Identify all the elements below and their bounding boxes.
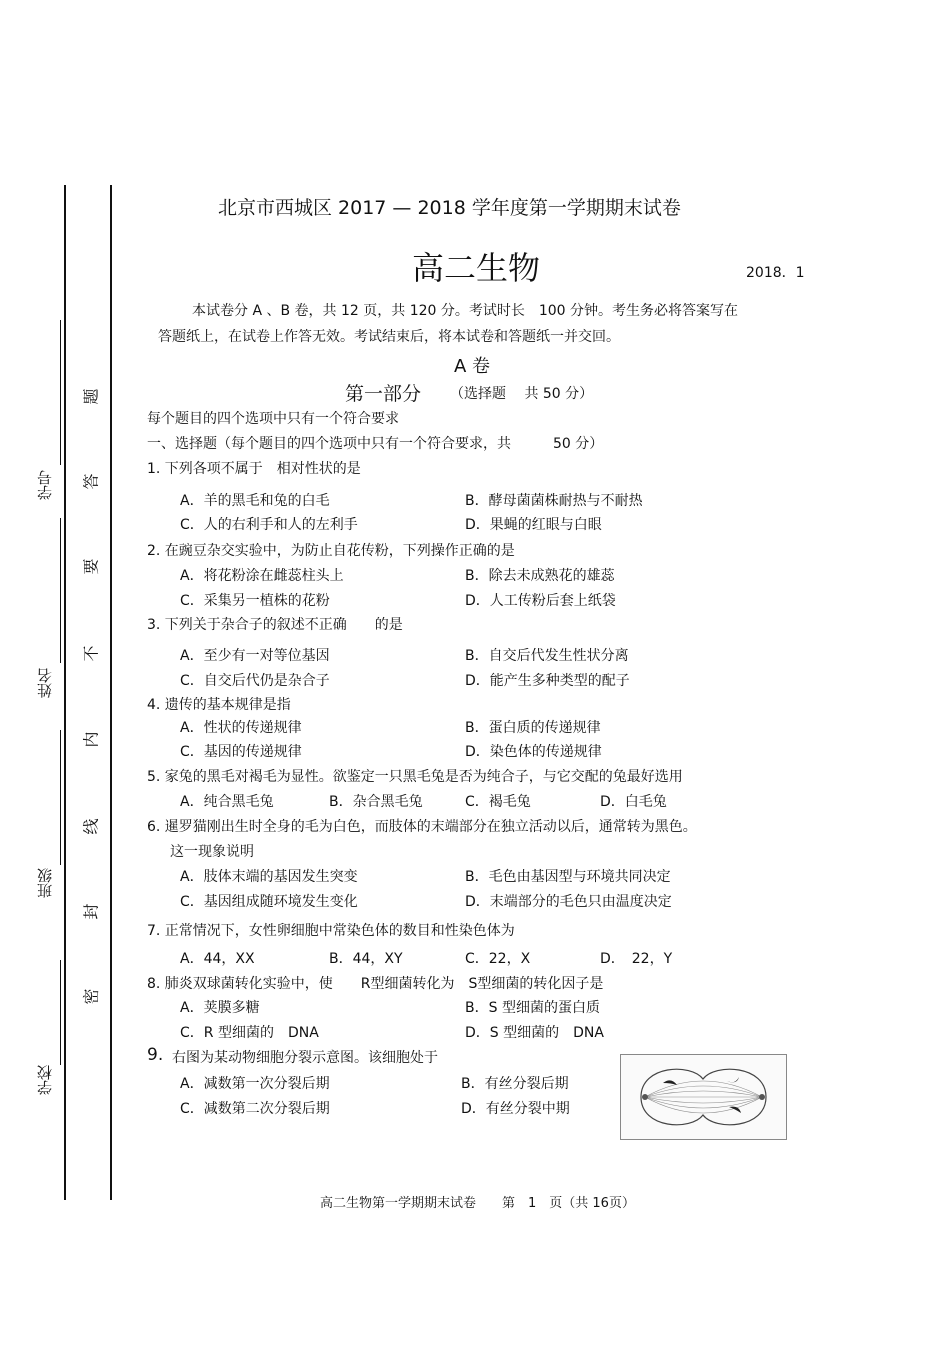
instructions-line2: 答题纸上，在试卷上作答无效。考试结束后，将本试卷和答题纸一并交回。 <box>158 329 620 345</box>
school-label: 学校 <box>36 1065 54 1095</box>
option-text: D．S 型细菌的 DNA <box>465 1025 604 1041</box>
seal-char: 线 <box>81 818 101 835</box>
option-text: B．酵母菌菌株耐热与不耐热 <box>465 493 643 509</box>
option-text: A．至少有一对等位基因 <box>180 648 330 664</box>
exam-date: 2018．1 <box>746 265 805 281</box>
class-blank <box>60 730 61 865</box>
student-id-label: 学号 <box>36 470 54 500</box>
option-text: A．羊的黑毛和兔的白毛 <box>180 493 330 509</box>
question-stem-cont: 这一现象说明 <box>170 844 254 860</box>
question-stem: 1. 下列各项不属于 相对性状的是 <box>147 461 361 477</box>
option-text: C．自交后代仍是杂合子 <box>180 673 330 689</box>
option-text: A．减数第一次分裂后期 <box>180 1076 330 1092</box>
school-blank <box>60 960 61 1065</box>
option-text: D．果蝇的红眼与白眼 <box>465 517 602 533</box>
section-heading: 一、选择题（每个题目的四个选项中只有一个符合要求，共 50 分） <box>147 436 604 452</box>
option-text: B．44，XY <box>329 951 403 967</box>
option-text: D．有丝分裂中期 <box>461 1101 570 1117</box>
exam-title: 北京市西城区 2017 — 2018 学年度第一学期期末试卷 <box>218 197 681 219</box>
student-id-blank <box>60 320 61 465</box>
instructions-line1: 本试卷分 A 、B 卷，共 12 页，共 120 分。考试时长 100 分钟。考生务必将答案写在 <box>192 303 739 319</box>
option-text: B．S 型细菌的蛋白质 <box>465 1000 600 1016</box>
class-label: 班级 <box>36 868 54 898</box>
option-text: D．染色体的传递规律 <box>465 744 602 760</box>
seal-char: 不 <box>81 645 101 662</box>
rule-text: 每个题目的四个选项中只有一个符合要求 <box>147 411 399 427</box>
option-text: A．肢体末端的基因发生突变 <box>180 869 358 885</box>
question-stem: 6. 暹罗猫刚出生时全身的毛为白色，而肢体的末端部分在独立活动以后，通常转为黑色。 <box>147 819 697 835</box>
part-note: （选择题 共 50 分） <box>450 386 594 402</box>
seal-char: 答 <box>81 473 101 490</box>
option-text: C．人的右利手和人的左利手 <box>180 517 358 533</box>
cell-diagram <box>621 1055 786 1139</box>
binding-line-right <box>110 185 112 1200</box>
option-text: A．性状的传递规律 <box>180 720 302 736</box>
option-text: B．杂合黑毛兔 <box>329 794 423 810</box>
option-text: D．能产生多种类型的配子 <box>465 673 630 689</box>
option-text: C．R 型细菌的 DNA <box>180 1025 319 1041</box>
seal-char: 要 <box>81 558 101 575</box>
option-text: D． 22，Y <box>600 951 673 967</box>
option-text: B．自交后代发生性状分离 <box>465 648 629 664</box>
option-text: C．减数第二次分裂后期 <box>180 1101 330 1117</box>
option-text: A．将花粉涂在雌蕊柱头上 <box>180 568 344 584</box>
option-text: A．纯合黑毛兔 <box>180 794 274 810</box>
option-text: C．22，X <box>465 951 531 967</box>
option-text: A．荚膜多糖 <box>180 1000 260 1016</box>
seal-char: 密 <box>81 988 101 1005</box>
question-number: 9. <box>147 1045 164 1065</box>
question-stem: 右图为某动物细胞分裂示意图。该细胞处于 <box>172 1050 438 1066</box>
option-text: A．44，XX <box>180 951 255 967</box>
seal-char: 封 <box>81 903 101 920</box>
name-blank <box>60 518 61 663</box>
question-stem: 8. 肺炎双球菌转化实验中，使 R型细菌转化为 S型细菌的转化因子是 <box>147 976 604 992</box>
seal-char: 内 <box>81 731 101 748</box>
option-text: B．毛色由基因型与环境共同决定 <box>465 869 671 885</box>
option-text: C．采集另一植株的花粉 <box>180 593 330 609</box>
option-text: D．白毛兔 <box>600 794 667 810</box>
seal-char: 题 <box>81 388 101 405</box>
volume-heading: A 卷 <box>454 356 491 377</box>
option-text: B．除去未成熟花的雄蕊 <box>465 568 615 584</box>
page-footer: 高二生物第一学期期末试卷 第 1 页（共 16页） <box>320 1196 635 1211</box>
option-text: C．褐毛兔 <box>465 794 531 810</box>
part-heading: 第一部分 <box>345 383 422 405</box>
option-text: C．基因组成随环境发生变化 <box>180 894 358 910</box>
option-text: B．蛋白质的传递规律 <box>465 720 601 736</box>
option-text: B．有丝分裂后期 <box>461 1076 569 1092</box>
name-label: 姓名 <box>36 668 54 698</box>
option-text: C．基因的传递规律 <box>180 744 302 760</box>
binding-line-left <box>64 185 66 1200</box>
cell-division-figure <box>620 1054 787 1140</box>
question-stem: 3. 下列关于杂合子的叙述不正确 的是 <box>147 617 403 633</box>
question-stem: 2. 在豌豆杂交实验中，为防止自花传粉，下列操作正确的是 <box>147 543 515 559</box>
question-stem: 5. 家兔的黑毛对褐毛为显性。欲鉴定一只黑毛兔是否为纯合子，与它交配的兔最好选用 <box>147 769 683 785</box>
option-text: D．末端部分的毛色只由温度决定 <box>465 894 672 910</box>
option-text: D．人工传粉后套上纸袋 <box>465 593 616 609</box>
subject-title: 高二生物 <box>412 249 541 287</box>
question-stem: 7. 正常情况下，女性卵细胞中常染色体的数目和性染色体为 <box>147 923 515 939</box>
question-stem: 4. 遗传的基本规律是指 <box>147 697 291 713</box>
